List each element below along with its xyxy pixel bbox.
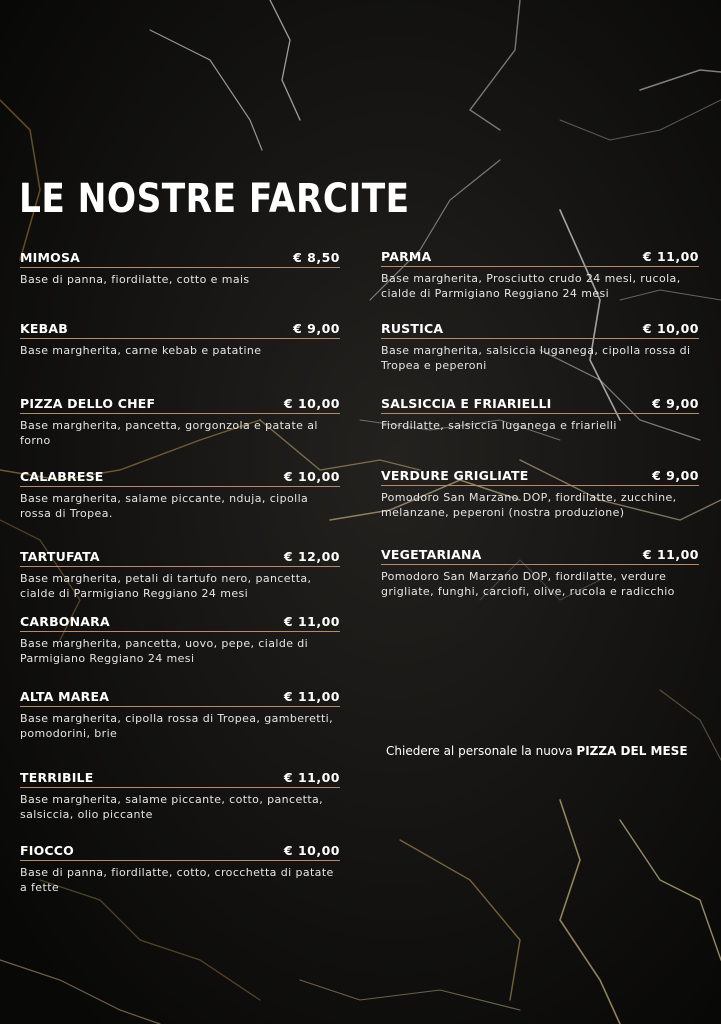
item-name: MIMOSA: [20, 250, 81, 265]
menu-item: [381, 249, 699, 301]
item-description: Base margherita, pancetta, gorgonzola e patate al forno: [20, 419, 318, 447]
menu-item: [381, 547, 699, 599]
menu-item: [381, 468, 699, 520]
menu-item: [381, 396, 699, 433]
item-name: FIOCCO: [20, 843, 74, 858]
item-name: TERRIBILE: [20, 770, 94, 785]
item-price: € 9,00: [652, 396, 699, 411]
item-name: TARTUFATA: [20, 549, 100, 564]
note-text: Chiedere al personale la nuova: [386, 744, 577, 758]
item-name: VEGETARIANA: [381, 547, 482, 562]
item-price: € 10,00: [283, 843, 340, 858]
item-name: CALABRESE: [20, 469, 104, 484]
item-description: Base margherita, carne kebab e patatine: [20, 344, 262, 357]
item-price: € 9,00: [652, 468, 699, 483]
item-price: € 11,00: [283, 614, 340, 629]
item-description: Base margherita, salame piccante, cotto, pancetta, salsiccia, olio piccante: [20, 793, 324, 821]
item-description: Base margherita, cipolla rossa di Tropea, gamberetti, pomodorini, brie: [20, 712, 334, 740]
item-price: € 11,00: [642, 249, 699, 264]
pizza-of-month-note: [386, 744, 706, 758]
menu-item: [381, 321, 699, 373]
item-name: PARMA: [381, 249, 432, 264]
item-price: € 11,00: [642, 547, 699, 562]
item-price: € 11,00: [283, 770, 340, 785]
item-description: Base margherita, Prosciutto crudo 24 mesi, rucola, cialde di Parmigiano Reggiano 24 mesi: [381, 272, 681, 300]
item-name: KEBAB: [20, 321, 68, 336]
item-description: Base di panna, fiordilatte, cotto, crocchetta di patate a fette: [20, 866, 334, 894]
item-description: Base di panna, fiordilatte, cotto e mais: [20, 273, 250, 286]
item-price: € 12,00: [283, 549, 340, 564]
menu-item: [20, 396, 340, 448]
item-price: € 10,00: [283, 396, 340, 411]
menu-item: [20, 614, 340, 666]
item-description: Pomodoro San Marzano DOP, fiordilatte, zucchine, melanzane, peperoni (nostra produzione): [381, 491, 677, 519]
item-description: Base margherita, petali di tartufo nero, pancetta, cialde di Parmigiano Reggiano 24 mesi: [20, 572, 312, 600]
menu-item: [20, 321, 340, 358]
page-title: LE NOSTRE FARCITE: [19, 176, 410, 222]
menu-item: [20, 843, 340, 895]
item-price: € 10,00: [642, 321, 699, 336]
item-description: Base margherita, salsiccia luganega, cipolla rossa di Tropea e peperoni: [381, 344, 691, 372]
note-highlight: PIZZA DEL MESE: [576, 744, 688, 758]
item-description: Base margherita, salame piccante, nduja, cipolla rossa di Tropea.: [20, 492, 309, 520]
item-name: PIZZA DELLO CHEF: [20, 396, 156, 411]
item-name: SALSICCIA E FRIARIELLI: [381, 396, 552, 411]
item-name: ALTA MAREA: [20, 689, 110, 704]
item-name: CARBONARA: [20, 614, 110, 629]
item-name: VERDURE GRIGLIATE: [381, 468, 529, 483]
menu-item: [20, 689, 340, 741]
menu-item: [20, 770, 340, 822]
item-price: € 9,00: [293, 321, 340, 336]
item-description: Pomodoro San Marzano DOP, fiordilatte, verdure grigliate, funghi, carciofi, olive, rucola e radicchio: [381, 570, 675, 598]
item-price: € 10,00: [283, 469, 340, 484]
item-price: € 11,00: [283, 689, 340, 704]
menu-item: [20, 469, 340, 521]
item-name: RUSTICA: [381, 321, 444, 336]
item-description: Fiordilatte, salsiccia luganega e friarielli: [381, 419, 617, 432]
menu-item: [20, 549, 340, 601]
item-description: Base margherita, pancetta, uovo, pepe, cialde di Parmigiano Reggiano 24 mesi: [20, 637, 309, 665]
menu-item: [20, 250, 340, 287]
item-price: € 8,50: [293, 250, 340, 265]
